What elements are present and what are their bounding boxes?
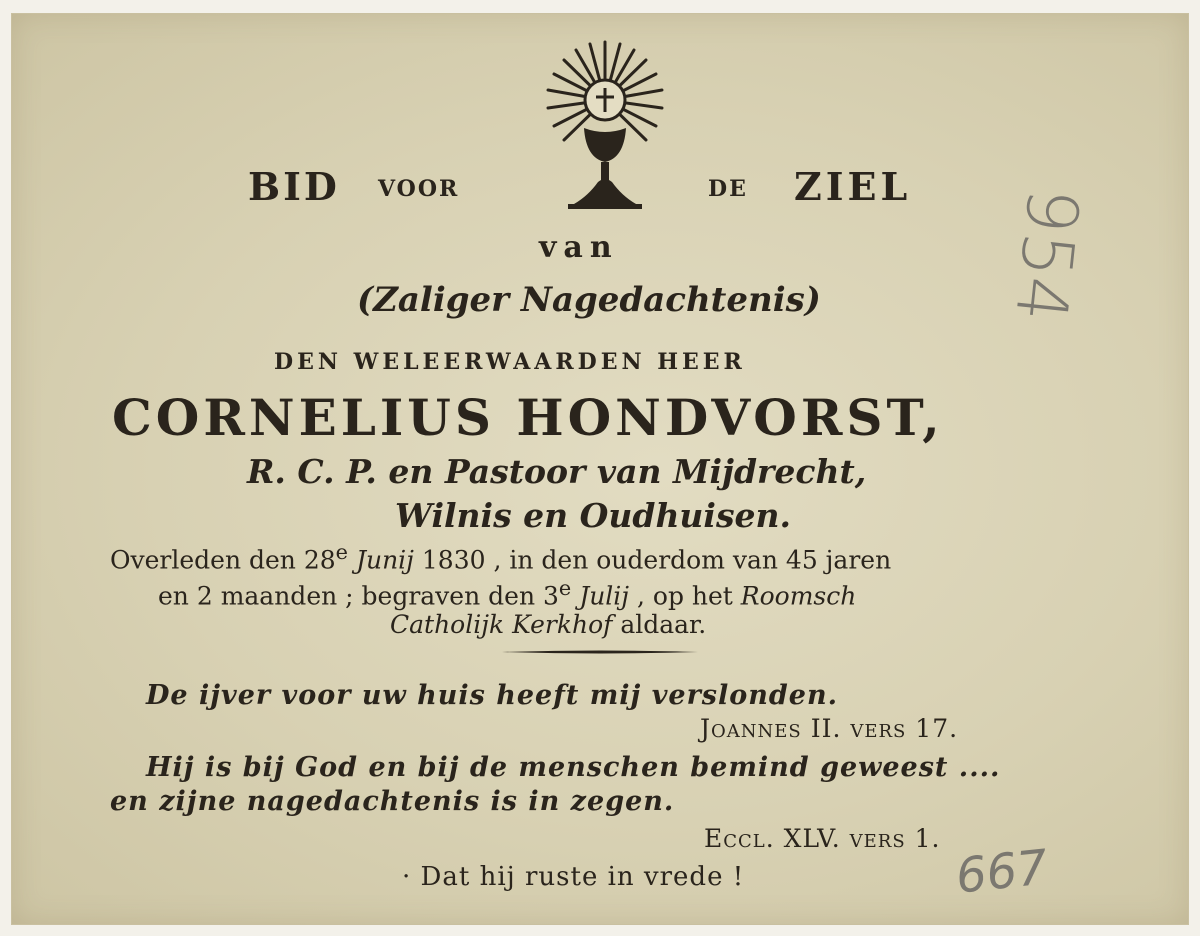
heading-de: DE <box>708 176 748 202</box>
scripture-quote-2-line-2: en zijne nagedachtenis is in zegen. <box>110 786 675 817</box>
title-line-1: R. C. P. en Pastoor van Mijdrecht, <box>247 452 867 491</box>
heading-voor: VOOR <box>378 176 460 202</box>
heading-ziel: ZIEL <box>794 164 912 209</box>
pencil-annotation-top: 954 <box>999 184 1095 326</box>
scripture-quote-1: De ijver voor uw huis heeft mij verslonden. <box>146 680 838 711</box>
death-details-line-1: Overleden den 28e Junij 1830 , in den ouderdom van 45 jaren <box>110 540 892 575</box>
ornamental-divider <box>502 650 698 654</box>
closing-prayer: · Dat hij ruste in vrede ! <box>402 862 745 892</box>
title-line-2: Wilnis en Oudhuisen. <box>395 496 792 535</box>
memorial-card <box>12 14 1188 924</box>
deceased-name: CORNELIUS HONDVORST, <box>112 388 944 447</box>
monstrance-chalice-icon <box>540 36 670 212</box>
scripture-reference-1: Joannes II. vers 17. <box>700 714 959 743</box>
scripture-quote-2-line-1: Hij is bij God en bij de menschen bemind geweest .... <box>146 752 1001 783</box>
scripture-reference-2: Eccl. XLV. vers 1. <box>704 824 941 853</box>
weleerwaarden-heading: DEN WELEERWAARDEN HEER <box>274 349 746 375</box>
pencil-annotation-bottom: 667 <box>953 839 1051 905</box>
heading-van: van <box>539 230 619 265</box>
death-details-line-3: Catholijk Kerkhof aldaar. <box>390 610 707 639</box>
zaliger-nagedachtenis: (Zaliger Nagedachtenis) <box>357 280 821 320</box>
death-details-line-2: en 2 maanden ; begraven den 3e Julij , op het Roomsch <box>158 576 857 611</box>
heading-bid: BID <box>248 164 340 209</box>
